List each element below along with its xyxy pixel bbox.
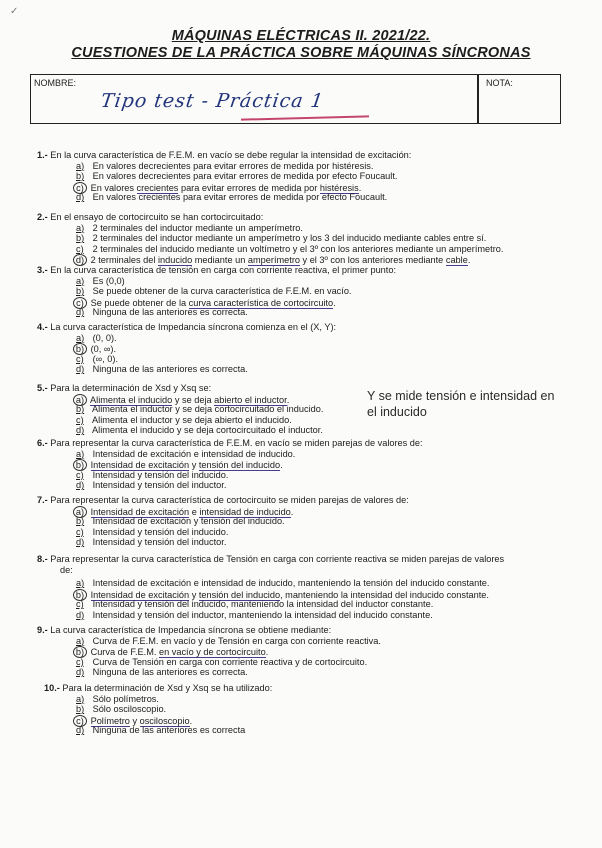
underlined-text: Alimenta el inducido <box>90 394 173 405</box>
underlined-text: cable <box>445 255 468 266</box>
question-stem: Para la determinación de Xsd y Xsq se: <box>50 383 212 393</box>
option-letter: b) <box>76 233 85 244</box>
underlined-text: abierto el inductor <box>214 394 287 405</box>
question-stem: En el ensayo de cortocircuito se han cortocircuitado: <box>50 212 264 222</box>
option-row <box>76 449 295 460</box>
option-letter: b) <box>76 404 85 415</box>
option-row <box>76 223 303 234</box>
option-text: 2 terminales del inductor mediante un amperímetro. <box>92 222 303 233</box>
side-note: Y se mide tensión e intensidad en el inducido <box>367 389 555 419</box>
page-title: MÁQUINAS ELÉCTRICAS II. 2021/22. <box>171 28 431 44</box>
question-number: 9.- <box>37 625 51 635</box>
option-text: . <box>265 647 269 658</box>
option-text: En valores decrecientes para evitar errores de medida por histéresis. <box>92 160 374 171</box>
question-stem: La curva característica de Impedancia síncrona se obtiene mediante: <box>50 625 332 635</box>
option-text: 2 terminales del inductor mediante un amperímetro y los 3 del inducido mediante cables entre sí. <box>92 233 487 244</box>
question-stem: En la curva característica de F.E.M. en vacío se debe regular la intensidad de excitación: <box>50 150 412 160</box>
option-row <box>76 364 248 375</box>
question-stem: Para la determinación de Xsd y Xsq se ha utilizado: <box>62 683 273 693</box>
option-row <box>76 233 486 244</box>
option-letter: d) <box>76 725 85 736</box>
underlined-text: osciloscopio <box>139 715 190 726</box>
option-text: Ninguna de las anteriores es correcta. <box>92 307 248 318</box>
option-text: y <box>189 460 199 471</box>
nombre-label: NOMBRE: <box>34 78 77 88</box>
option-text: Alimenta el inductor y se deja abierto el inducido. <box>92 414 292 425</box>
option-letter: b) <box>76 171 85 182</box>
option-letter: c) <box>76 599 84 610</box>
option-text: 2 terminales del inducido mediante un voltímetro y el 3º con los anteriores mediante un amperímetro. <box>92 243 504 254</box>
option-letter: c) <box>76 353 84 364</box>
option-row <box>76 425 323 436</box>
option-row <box>76 725 245 736</box>
option-row <box>76 516 285 527</box>
circled-option-letter: b) <box>73 343 87 355</box>
option-row <box>76 307 248 318</box>
option-text: Intensidad y tensión del inducido. <box>92 469 229 480</box>
option-text: Intensidad y tensión del inducido, manteniendo la intensidad del inductor constante. <box>92 599 434 610</box>
option-row <box>76 704 166 715</box>
option-text: (0, ∞). <box>90 344 116 355</box>
option-letter: a) <box>76 693 85 704</box>
circled-option-letter: d) <box>73 254 87 266</box>
option-row <box>76 636 381 647</box>
option-text: e <box>189 506 200 517</box>
option-letter: d) <box>76 425 85 436</box>
circled-option-letter: a) <box>73 506 87 518</box>
option-row <box>76 171 397 182</box>
option-letter: d) <box>76 537 85 548</box>
option-text: y <box>189 589 199 600</box>
question-text <box>37 322 336 333</box>
option-text: para evitar errores de medida por <box>178 182 320 193</box>
option-text: Sólo polímetros. <box>92 693 159 704</box>
option-text: Intensidad y tensión del inductor. <box>92 537 227 548</box>
option-row <box>76 578 489 589</box>
option-row <box>76 354 118 365</box>
option-text: Intensidad de excitación e intensidad de inducido, manteniendo la tensión del inducido constante. <box>92 578 490 589</box>
option-row <box>76 192 387 203</box>
question-text <box>37 625 331 636</box>
circled-option-letter: b) <box>73 589 87 601</box>
question-number: 6.- <box>37 438 51 448</box>
option-row <box>76 286 352 297</box>
option-text: Sólo osciloscopio. <box>92 704 167 715</box>
question-number: 3.- <box>37 265 51 275</box>
option-letter: c) <box>76 656 84 667</box>
underlined-text: amperímetro <box>247 255 300 266</box>
option-letter: d) <box>76 610 85 620</box>
option-text: . <box>280 460 283 471</box>
option-row <box>76 244 503 255</box>
option-row <box>76 161 373 172</box>
option-row <box>76 480 226 491</box>
pen-mark: ✓ <box>10 6 19 17</box>
option-letter: c) <box>76 469 84 480</box>
handwritten-name: Tipo test - Práctica 1 <box>99 90 326 112</box>
option-letter: a) <box>76 275 85 286</box>
option-letter: a) <box>76 578 85 589</box>
question-text <box>37 212 263 223</box>
option-text: Se puede obtener de la <box>90 297 189 308</box>
option-row <box>76 470 228 481</box>
option-text: Intensidad y tensión del inductor. <box>92 480 227 491</box>
option-letter: d) <box>76 667 85 678</box>
option-letter: a) <box>76 332 85 343</box>
option-text: Alimenta el inducido y se deja cortocircuitado el inductor. <box>92 425 323 436</box>
circled-option-letter: c) <box>73 715 87 727</box>
question-number: 4.- <box>37 322 51 332</box>
question-stem: En la curva característica de tensión en carga con corriente reactiva, el primer punto: <box>50 265 397 275</box>
page-subtitle: CUESTIONES DE LA PRÁCTICA SOBRE MÁQUINAS SÍNCRONAS <box>71 45 531 61</box>
option-text: . <box>286 394 290 405</box>
box-divider <box>477 75 479 123</box>
option-letter: a) <box>76 160 85 171</box>
option-text: Intensidad y tensión del inducido. <box>92 526 229 537</box>
option-text: 2 terminales del <box>90 255 158 266</box>
underlined-text: Intensidad de excitación <box>90 460 190 471</box>
option-letter: d) <box>76 307 85 318</box>
option-text: . <box>189 715 193 726</box>
option-text: mediante un <box>192 255 248 266</box>
circled-option-letter: c) <box>73 182 87 194</box>
question-stem: Para representar la curva característica de Tensión en carga con corriente reactiva se miden parejas de valores <box>50 554 505 564</box>
option-text: Es (0,0) <box>92 275 125 286</box>
question-number: 5.- <box>37 383 51 393</box>
option-text: En valores decrecientes para evitar errores de medida por efecto Foucault. <box>92 171 398 182</box>
question-text <box>37 265 396 276</box>
underlined-text: intensidad de inducido <box>199 506 291 517</box>
circled-option-letter: b) <box>73 459 87 471</box>
option-text: (∞, 0). <box>92 353 118 364</box>
option-letter: c) <box>76 526 84 537</box>
option-row <box>76 415 292 426</box>
option-row <box>76 276 125 287</box>
option-text: , manteniendo la intensidad del inducido constante. <box>280 589 489 600</box>
handwritten-underline <box>241 115 369 120</box>
question-text <box>37 554 504 565</box>
circled-option-letter: c) <box>73 297 87 309</box>
option-row <box>76 657 367 668</box>
option-letter: b) <box>76 704 85 715</box>
underlined-text: en vacío y de cortocircuito <box>158 647 266 658</box>
underlined-text: Intensidad de excitación <box>90 506 190 517</box>
question-text <box>37 438 423 449</box>
option-letter: b) <box>76 516 85 527</box>
option-text: . <box>333 297 336 308</box>
question-stem: La curva característica de Impedancia síncrona comienza en el (X, Y): <box>50 322 337 332</box>
option-text: Ninguna de las anteriores es correcta <box>92 725 246 736</box>
option-text: . <box>358 182 362 193</box>
circled-option-letter: a) <box>73 394 87 406</box>
option-text: Intensidad de excitación y tensión del inducido. <box>92 516 285 527</box>
option-text: (0, 0). <box>92 332 117 343</box>
name-grade-box <box>30 74 561 124</box>
question-number: 8.- <box>37 554 51 564</box>
option-text: y el 3º con los anteriores mediante <box>300 255 446 266</box>
option-row <box>76 527 228 538</box>
question-number: 2.- <box>37 212 51 222</box>
option-letter: d) <box>76 364 85 375</box>
underlined-text: tensión del inducido <box>198 460 281 471</box>
option-letter: a) <box>76 222 85 233</box>
option-text: . <box>467 255 471 266</box>
question-text <box>37 495 409 506</box>
underlined-text: Polímetro <box>90 715 130 726</box>
option-row <box>76 610 433 621</box>
question-number: 10.- <box>44 683 63 693</box>
option-text: Se puede obtener de la curva característica de F.E.M. en vacío. <box>92 286 352 297</box>
underlined-text: curva característica de cortocircuito <box>188 297 334 308</box>
option-text: . <box>290 506 294 517</box>
option-text: Curva de F.E.M. en vacío y de Tensión en carga con corriente reactiva. <box>92 635 381 646</box>
question-stem: Para representar la curva característica de cortocircuito se miden parejas de valores de: <box>50 495 409 505</box>
option-text: y se deja <box>172 394 215 405</box>
circled-option-letter: b) <box>73 646 87 658</box>
underlined-text: histéresis <box>319 182 359 193</box>
question-text <box>37 150 411 161</box>
nota-label: NOTA: <box>486 78 513 88</box>
question-text <box>44 683 272 694</box>
question-stem: Para representar la curva característica de F.E.M. en vacío se miden parejas de valores de: <box>50 438 423 448</box>
option-letter: c) <box>76 243 84 254</box>
option-text: Curva de F.E.M. <box>90 647 159 658</box>
option-letter: d) <box>76 480 85 491</box>
option-text: En valores crecientes para evitar errores de medida por efecto Foucault. <box>92 192 388 203</box>
question-text <box>37 383 211 394</box>
option-text: Intensidad y tensión del inductor, manteniendo la intensidad del inducido constante. <box>92 610 433 620</box>
question-text-cont: de: <box>60 564 73 575</box>
option-row <box>76 537 226 548</box>
underlined-text: Intensidad de excitación <box>90 589 190 600</box>
underlined-text: crecientes <box>136 182 179 193</box>
option-letter: c) <box>76 414 84 425</box>
option-row <box>76 404 323 415</box>
option-row <box>76 599 433 610</box>
option-row <box>76 694 159 705</box>
option-row <box>76 333 117 344</box>
underlined-text: tensión del inducido <box>198 589 281 600</box>
option-letter: a) <box>76 448 85 459</box>
option-text: Intensidad de excitación e intensidad de inducido. <box>92 448 296 459</box>
option-letter: d) <box>76 192 85 203</box>
option-text: Alimenta el inductor y se deja cortocircuitado el inducido. <box>92 404 324 415</box>
option-text: Curva de Tensión en carga con corriente reactiva y de cortocircuito. <box>92 656 368 667</box>
option-text: En valores <box>90 182 137 193</box>
question-number: 7.- <box>37 495 51 505</box>
option-text: Ninguna de las anteriores es correcta. <box>92 364 248 375</box>
option-letter: a) <box>76 635 85 646</box>
option-text: y <box>129 715 140 726</box>
option-row <box>76 667 248 678</box>
underlined-text: inducido <box>157 255 193 266</box>
option-letter: b) <box>76 286 85 297</box>
question-number: 1.- <box>37 150 51 160</box>
option-text: Ninguna de las anteriores es correcta. <box>92 667 248 678</box>
